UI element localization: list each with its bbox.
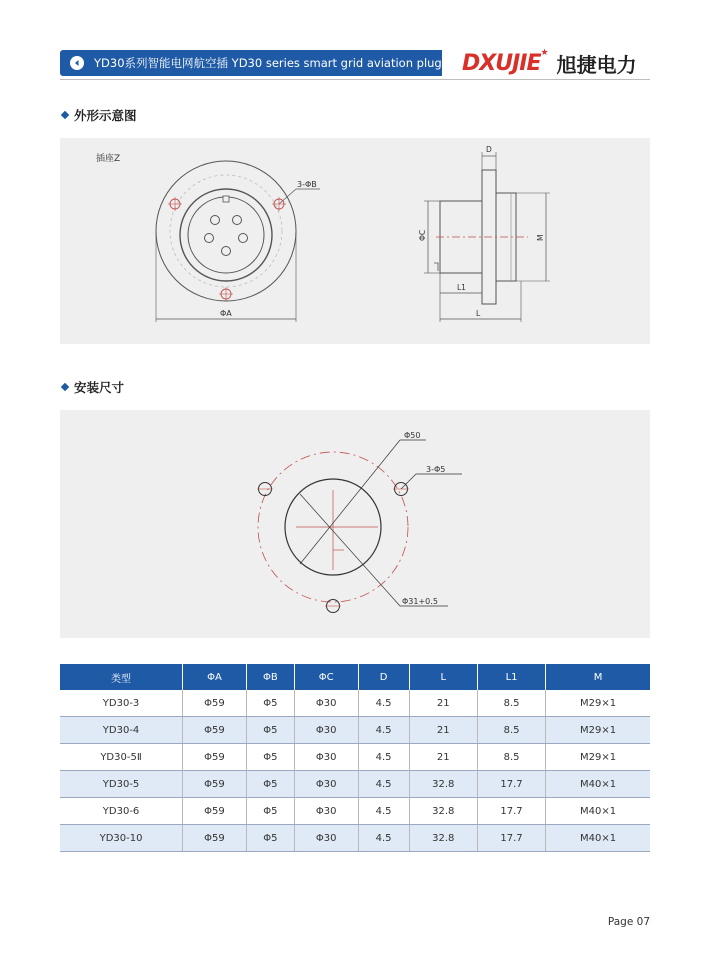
cell-L: 21 bbox=[409, 690, 477, 717]
cell-D: 4.5 bbox=[358, 825, 409, 852]
header-banner bbox=[60, 50, 442, 76]
col-header-D: D bbox=[358, 664, 409, 690]
pin-4 bbox=[239, 234, 248, 243]
install-section-title bbox=[62, 378, 124, 396]
leader-3phiB bbox=[279, 189, 296, 204]
label-phiC: ΦC bbox=[418, 229, 427, 241]
header-title: YD30系列智能电网航空插 YD30 series smart grid aviation plug bbox=[94, 56, 442, 70]
pin-3 bbox=[205, 234, 214, 243]
cell-D: 4.5 bbox=[358, 798, 409, 825]
label-3phiB: 3-ΦB bbox=[297, 180, 317, 189]
cell-L: 21 bbox=[409, 744, 477, 771]
cell-L: 21 bbox=[409, 717, 477, 744]
col-header-L: L bbox=[409, 664, 477, 690]
header-divider bbox=[60, 79, 650, 80]
label-phi50: Φ50 bbox=[404, 431, 421, 440]
table-row bbox=[60, 690, 650, 717]
cell-type: YD30-6 bbox=[60, 798, 183, 825]
col-header-type: 类型 bbox=[60, 664, 183, 690]
col-header-phiC: ΦC bbox=[294, 664, 358, 690]
cell-type: YD30-4 bbox=[60, 717, 183, 744]
label-L: L bbox=[476, 309, 481, 318]
cell-phiA: Φ59 bbox=[183, 798, 247, 825]
cell-M: M40×1 bbox=[546, 771, 650, 798]
page-number: Page 07 bbox=[607, 916, 650, 928]
cell-phiC: Φ30 bbox=[294, 717, 358, 744]
spec-table bbox=[60, 664, 650, 852]
diamond-bullet-icon bbox=[61, 111, 69, 119]
cell-phiC: Φ30 bbox=[294, 690, 358, 717]
cell-L1: 17.7 bbox=[477, 771, 545, 798]
cell-type: YD30-10 bbox=[60, 825, 183, 852]
cell-type: YD30-3 bbox=[60, 690, 183, 717]
col-header-L1: L1 bbox=[477, 664, 545, 690]
label-L1: L1 bbox=[457, 283, 466, 292]
logo-star-icon: ★ bbox=[540, 48, 549, 58]
cell-L1: 17.7 bbox=[477, 825, 545, 852]
cell-D: 4.5 bbox=[358, 717, 409, 744]
cell-phiA: Φ59 bbox=[183, 825, 247, 852]
cell-L1: 8.5 bbox=[477, 690, 545, 717]
bolt-circle bbox=[170, 175, 282, 287]
leader-phi31 bbox=[300, 494, 400, 606]
table-row bbox=[60, 717, 650, 744]
cell-D: 4.5 bbox=[358, 771, 409, 798]
cell-phiC: Φ30 bbox=[294, 744, 358, 771]
table-row bbox=[60, 798, 650, 825]
flange-outline bbox=[156, 161, 296, 301]
cell-L1: 17.7 bbox=[477, 798, 545, 825]
body-outer-ring bbox=[180, 189, 272, 281]
outline-drawing bbox=[60, 138, 650, 344]
label-phi31: Φ31+0.5 bbox=[402, 597, 438, 606]
mount-hole-left bbox=[168, 197, 182, 211]
cell-phiC: Φ30 bbox=[294, 771, 358, 798]
cell-phiC: Φ30 bbox=[294, 798, 358, 825]
outline-section-title bbox=[62, 106, 137, 124]
mount-hole-bottom bbox=[219, 287, 233, 301]
cell-phiB: Φ5 bbox=[246, 771, 294, 798]
key-slot bbox=[223, 196, 229, 202]
table-row bbox=[60, 825, 650, 852]
cell-phiB: Φ5 bbox=[246, 825, 294, 852]
outline-title-text: 外形示意图 bbox=[74, 108, 137, 123]
pin-2 bbox=[233, 216, 242, 225]
cell-D: 4.5 bbox=[358, 690, 409, 717]
label-phiA: ΦA bbox=[220, 309, 232, 318]
logo-latin: DXUJIE bbox=[462, 50, 541, 76]
company-logo bbox=[462, 48, 637, 78]
table-row bbox=[60, 771, 650, 798]
side-step bbox=[434, 263, 438, 271]
install-title-text: 安装尺寸 bbox=[74, 380, 125, 395]
table-row bbox=[60, 744, 650, 771]
pin-1 bbox=[211, 216, 220, 225]
diamond-bullet-icon bbox=[61, 383, 69, 391]
cell-phiA: Φ59 bbox=[183, 744, 247, 771]
col-header-phiA: ΦA bbox=[183, 664, 247, 690]
table-header-row bbox=[60, 664, 650, 690]
back-arrow-icon[interactable] bbox=[70, 56, 84, 70]
col-header-M: M bbox=[546, 664, 650, 690]
cell-phiC: Φ30 bbox=[294, 825, 358, 852]
cell-phiA: Φ59 bbox=[183, 771, 247, 798]
cell-type: YD30-5 bbox=[60, 771, 183, 798]
install-drawing-panel bbox=[60, 410, 650, 638]
cell-phiB: Φ5 bbox=[246, 798, 294, 825]
pin-5 bbox=[222, 247, 231, 256]
cell-D: 4.5 bbox=[358, 744, 409, 771]
install-hole-left bbox=[257, 483, 273, 496]
install-drawing bbox=[60, 410, 650, 638]
cell-M: M29×1 bbox=[546, 717, 650, 744]
cell-type: YD30-5Ⅱ bbox=[60, 744, 183, 771]
cell-phiB: Φ5 bbox=[246, 690, 294, 717]
cell-L: 32.8 bbox=[409, 798, 477, 825]
body-inner-ring bbox=[188, 197, 264, 273]
label-D: D bbox=[486, 145, 492, 154]
logo-chinese: 旭捷电力 bbox=[556, 52, 637, 77]
cell-L1: 8.5 bbox=[477, 717, 545, 744]
cell-L1: 8.5 bbox=[477, 744, 545, 771]
cell-L: 32.8 bbox=[409, 771, 477, 798]
cell-M: M29×1 bbox=[546, 744, 650, 771]
label-3phi5: 3-Φ5 bbox=[426, 465, 446, 474]
col-header-phiB: ΦB bbox=[246, 664, 294, 690]
leader-3phi5 bbox=[401, 474, 416, 489]
cell-phiA: Φ59 bbox=[183, 690, 247, 717]
leader-phi50 bbox=[300, 440, 400, 564]
cell-phiA: Φ59 bbox=[183, 717, 247, 744]
outline-drawing-panel bbox=[60, 138, 650, 344]
cell-phiB: Φ5 bbox=[246, 717, 294, 744]
cell-M: M40×1 bbox=[546, 798, 650, 825]
socket-label: 插座Z bbox=[96, 154, 121, 164]
cell-phiB: Φ5 bbox=[246, 744, 294, 771]
cell-M: M40×1 bbox=[546, 825, 650, 852]
cell-L: 32.8 bbox=[409, 825, 477, 852]
cell-M: M29×1 bbox=[546, 690, 650, 717]
label-M: M bbox=[536, 234, 545, 241]
